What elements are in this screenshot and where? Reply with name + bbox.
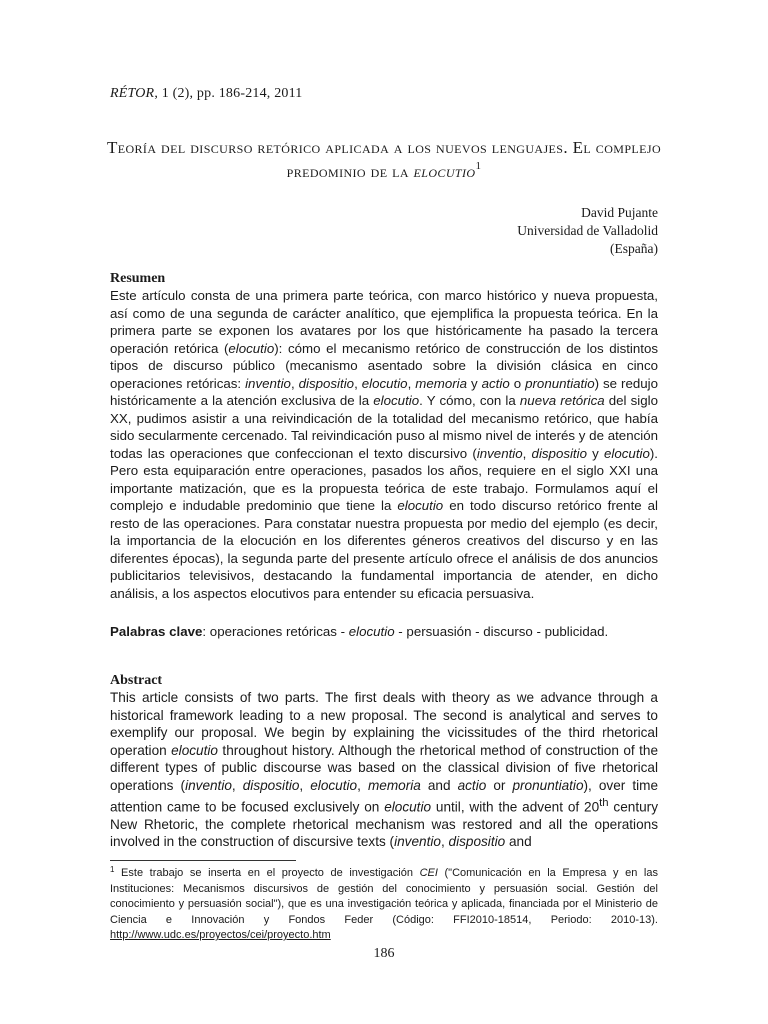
author-affiliation: Universidad de Valladolid [517, 223, 658, 238]
keywords-line [110, 623, 658, 641]
journal-volume-pages: , 1 (2), pp. 186-214, 2011 [154, 86, 303, 101]
resumen-section [110, 270, 658, 602]
abstract-body: This article consists of two parts. The first deals with theory as we advance through a historical framework leading to a new proposal. The second is analytical and serves to exemplify our proposal. We begin by explaining the vicissitudes of the third rhetorical operation elocutio throughout history. Although the rhetorical method of construction of the different types of public discourse was based on the classical division of five rhetorical operations (inventio, dispositio, elocutio, memoria and actio or pronuntiatio), over time attention came to be focused exclusively on elocutio until, with the advent of 20th century New Rhetoric, the complete rhetorical mechanism was restored and all the operations involved in the construction of discursive texts (inventio, dispositio and [110, 690, 659, 850]
title-elocutio: elocutio [413, 162, 476, 181]
footnote [110, 866, 658, 944]
keywords-label: Palabras clave [110, 624, 203, 639]
footnote-divider [110, 860, 296, 861]
author-country: (España) [610, 241, 658, 256]
footnote-mark: 1 [110, 865, 115, 874]
footnote-text: Este trabajo se inserta en el proyecto de investigación CEI ("Comunicación en la Empresa y en las Instituciones: Mecanismos discursivos de gestión del conocimiento y persuasión social. Gestión del conocimiento y persuasión social"), que es una investigación teórica y aplicada, financiada por el Ministerio de Ciencia e Innovación y Fondos Feder (Código: FFI2010-18514, Periodo: 2010-13). [110, 867, 658, 926]
title-footnote-mark[interactable]: 1 [475, 160, 482, 172]
keywords-text: : operaciones retóricas - elocutio - persuasión - discurso - publicidad. [202, 624, 609, 639]
resumen-body: Este artículo consta de una primera parte teórica, con marco histórico y nueva propuesta, así como de una segunda de carácter analítico, que ejemplifica la propuesta teórica. En la primera parte se exponen los avatares por los que históricamente ha pasado la tercera operación retórica (elocutio): cómo el mecanismo retórico de construcción de los distintos tipos de discurso público (mecanismo asentado sobre la división clásica en cinco operaciones retóricas: inventio, dispositio, elocutio, memoria y actio o pronuntiatio) se redujo históricamente a la atención exclusiva de la elocutio. Y cómo, con la nueva retórica del siglo XX, pudimos asistir a una reivindicación de la totalidad del mecanismo retórico, que había sido secularmente cercenado. Tal reivindicación puso al mismo nivel de interés y de atención todas las operaciones que confeccionan el texto discursivo (inventio, dispositio y elocutio). Pero esta equiparación entre operaciones, pasados los años, requiere en el siglo XXI una importante matización, que es la propuesta teórica de este trabajo. Formulamos aquí el complejo e indudable predominio que tiene la elocutio en todo discurso retórico frente al resto de las operaciones. Para constatar nuestra propuesta por medio del ejemplo (es decir, la importancia de la elocución en los diferentes géneros creativos del discurso y en las diferentes épocas), la segunda parte del presente artículo ofrece el análisis de dos anuncios publicitarios televisivos, destacando la fundamental importancia de atender, en dicho análisis, a los aspectos elocutivos para entender su eficacia persuasiva. [110, 288, 659, 601]
author-block [517, 204, 658, 258]
journal-name: RÉTOR [110, 86, 155, 101]
abstract-section [110, 672, 658, 851]
title-text: Teoría del discurso retórico aplicada a los nuevos lenguajes. El complejo predominio de la [106, 138, 662, 181]
footnote-link[interactable]: http://www.udc.es/proyectos/cei/proyecto.htm [110, 929, 331, 941]
article-title [100, 136, 668, 184]
journal-citation [110, 86, 302, 102]
author-name: David Pujante [581, 205, 658, 220]
page-number: 186 [373, 946, 395, 961]
resumen-heading: Resumen [110, 271, 166, 286]
abstract-heading: Abstract [110, 673, 163, 688]
